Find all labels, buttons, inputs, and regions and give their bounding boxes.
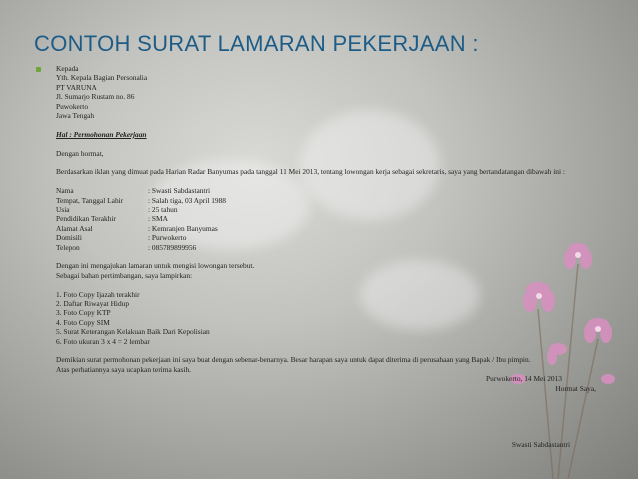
detail-label: Pendidikan Terakhir — [56, 214, 116, 224]
detail-value: : Salah tiga, 03 April 1988 — [148, 195, 227, 205]
attachment-item: 2. Daftar Riwayat Hidup — [56, 299, 130, 309]
recipient-line: Jl. Sumarjo Rustam no. 86 — [56, 92, 135, 102]
letter-date: Purwokerto, 14 Mei 2013 — [486, 374, 562, 384]
detail-row — [56, 214, 616, 223]
detail-value: : SMA — [148, 214, 168, 224]
slide-title: CONTOH SURAT LAMARAN PEKERJAAN : — [34, 31, 479, 56]
detail-row — [56, 233, 616, 242]
detail-value: : 25 tahun — [148, 205, 178, 215]
attachment-item: 4. Foto Copy SIM — [56, 317, 110, 327]
attachment-item: 3. Foto Copy KTP — [56, 308, 111, 318]
letter-subject: Hal : Permohonan Pekerjaan — [56, 129, 147, 139]
detail-value: : Kemranjen Banyumas — [148, 223, 218, 233]
consider-line: Sebagai bahan pertimbangan, saya lampirkan: — [56, 270, 193, 280]
recipient-line: PT VARUNA — [56, 82, 97, 92]
letter-body — [56, 64, 616, 450]
detail-row — [56, 243, 616, 252]
bullet-icon — [36, 67, 41, 72]
recipient-line: Yth. Kepala Bagian Personalia — [56, 73, 148, 83]
detail-label: Alamat Asal — [56, 223, 93, 233]
recipient-line: Jawa Tengah — [56, 111, 95, 121]
attachment-item: 6. Foto ukuran 3 x 4 = 2 lembar — [56, 336, 150, 346]
detail-label: Nama — [56, 186, 74, 196]
detail-label: Tempat, Tanggal Lahir — [56, 195, 124, 205]
detail-row — [56, 205, 616, 214]
recipient-line: Puwokerto — [56, 101, 89, 111]
detail-row — [56, 224, 616, 233]
detail-value: : Purwokerto — [148, 233, 187, 243]
intro-paragraph: Berdasarkan iklan yang dimuat pada Harian Radar Banyumas pada tanggal 11 Mei 2013, tentang lowongan kerja sebagai sekretaris, saya yang bertandatangan dibawah ini : — [56, 167, 565, 177]
detail-value: : 085789899956 — [148, 242, 197, 252]
closing-thanks: Atas perhatiannya saya ucapkan terima kasih. — [56, 364, 192, 374]
detail-row — [56, 196, 616, 205]
attachment-item: 5. Surat Keterangan Kelakuan Baik Dari Kepolisian — [56, 327, 210, 337]
detail-value: : Swasti Sabdastantri — [148, 186, 210, 196]
detail-label: Telepon — [56, 242, 80, 252]
detail-label: Usia — [56, 205, 70, 215]
closing-paragraph: Demikian surat permohonan pekerjaan ini saya buat dengan sebenar-benarnya. Besar harapan saya untuk dapat diterima di perusahaan yang Bapak / Ibu pimpin. — [56, 355, 531, 365]
signature-name: Swasti Sabdastantri — [511, 440, 570, 450]
apply-line: Dengan ini mengajukan lamaran untuk mengisi lowongan tersebut. — [56, 261, 255, 271]
recipient-line: Kepada — [56, 64, 79, 73]
greeting: Dengan hormat, — [56, 148, 104, 158]
regards: Hormat Saya, — [555, 383, 596, 393]
attachment-item: 1. Foto Copy Ijazah terakhir — [56, 289, 140, 299]
detail-row — [56, 186, 616, 195]
detail-label: Domisili — [56, 233, 82, 243]
